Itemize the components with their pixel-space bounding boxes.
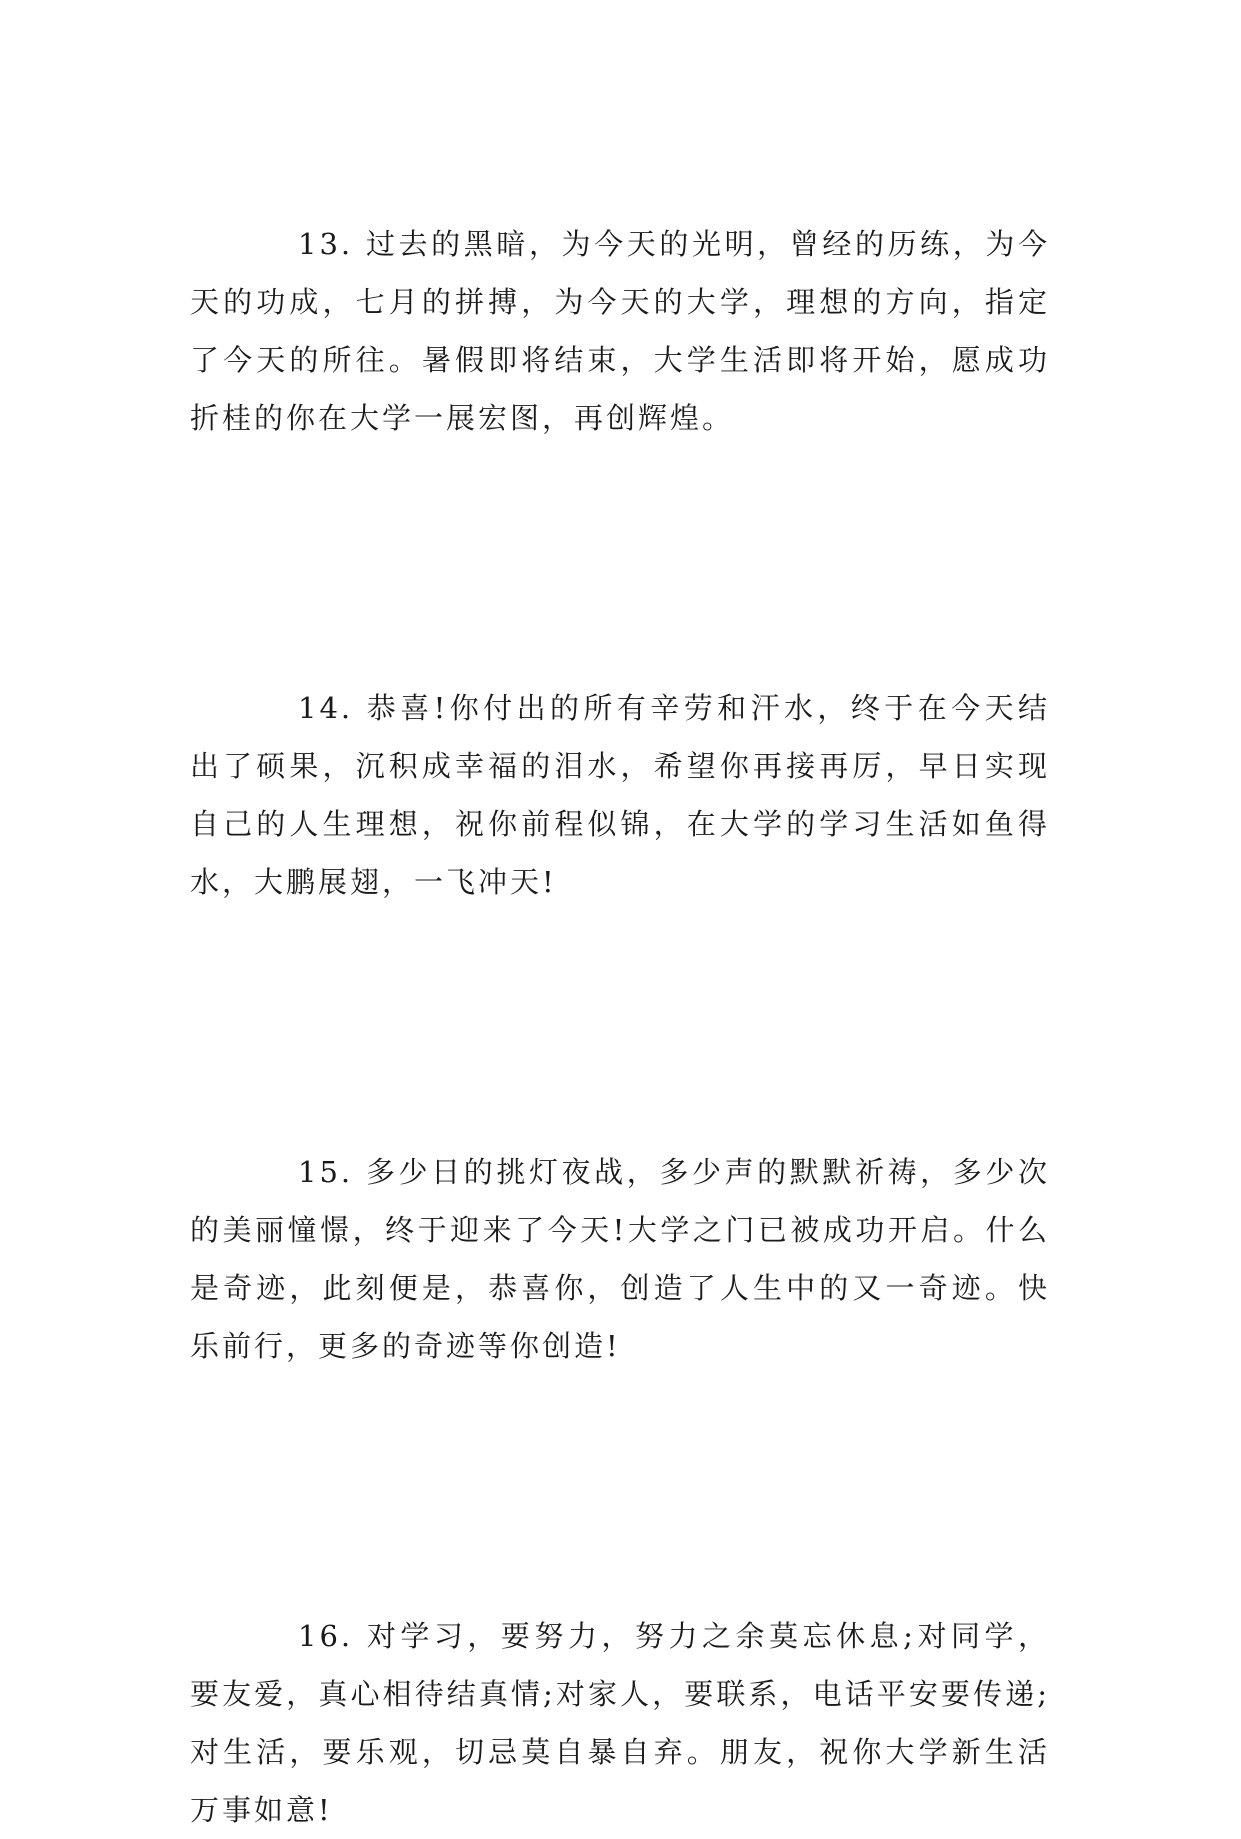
paragraph-14: 14. 恭喜!你付出的所有辛劳和汗水，终于在今天结出了硕果，沉积成幸福的泪水，希望你再接再厉，早日实现自己的人生理想，祝你前程似锦，在大学的学习生活如鱼得水，大鹏展翅，一飞冲天! [190,691,1050,899]
document-body [190,215,1050,1839]
paragraph-15: 15. 多少日的挑灯夜战，多少声的默默祈祷，多少次的美丽憧憬，终于迎来了今天!大学之门已被成功开启。什么是奇迹，此刻便是，恭喜你，创造了人生中的又一奇迹。快乐前行，更多的奇迹等你创造! [190,1155,1050,1363]
paragraph-13: 13. 过去的黑暗，为今天的光明，曾经的历练，为今天的功成，七月的拼搏，为今天的大学，理想的方向，指定了今天的所往。暑假即将结束，大学生活即将开始，愿成功折桂的你在大学一展宏图，再创辉煌。 [190,227,1050,435]
paragraph-16: 16. 对学习，要努力，努力之余莫忘休息;对同学，要友爱，真心相待结真情;对家人，要联系，电话平安要传递;对生活，要乐观，切忌莫自暴自弃。朋友，祝你大学新生活万事如意! [190,1619,1050,1827]
